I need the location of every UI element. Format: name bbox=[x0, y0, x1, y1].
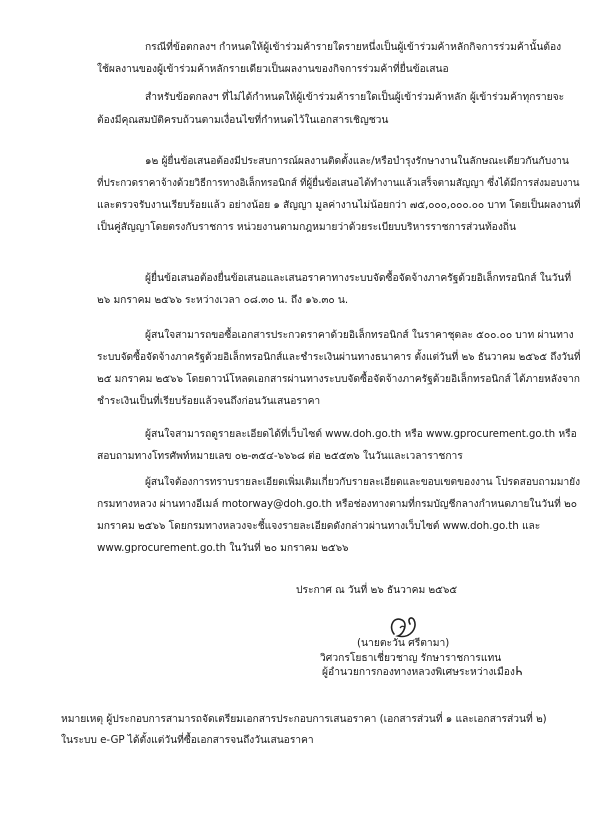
body-line: และตรวจรับงานเรียบร้อยแล้ว อย่างน้อย ๑ สัญญา มูลค่างานไม่น้อยกว่า ๗๕,๐๐๐,๐๐๐.๐๐ บาท โดยเป็นผลงานที่ bbox=[97, 199, 581, 211]
body-line: ๒๕ มกราคม ๒๕๖๖ โดยดาวน์โหลดเอกสารผ่านทางระบบจัดซื้อจัดจ้างภาครัฐด้วยอิเล็กทรอนิกส์ ได้ภายหลังจาก bbox=[97, 373, 580, 385]
body-line: ผู้ยื่นข้อเสนอต้องยื่นข้อเสนอและเสนอราคาทางระบบจัดซื้อจัดจ้างภาครัฐด้วยอิเล็กทรอนิกส์ ในวันที่ bbox=[145, 272, 572, 284]
body-line: ผู้สนใจสามารถดูรายละเอียดได้ที่เว็บไซต์ www.doh.go.th หรือ www.gprocurement.go.th หรือ bbox=[145, 428, 577, 440]
body-line: www.gprocurement.go.th ในวันที่ ๒๐ มกราคม ๒๕๖๖ bbox=[97, 542, 349, 554]
body-line: ๒๖ มกราคม ๒๕๖๖ ระหว่างเวลา ๐๘.๓๐ น. ถึง ๑๖.๓๐ น. bbox=[97, 294, 349, 306]
body-line: มกราคม ๒๕๖๖ โดยกรมทางหลวงจะชี้แจงรายละเอียดดังกล่าวผ่านทางเว็บไซต์ www.doh.go.th และ bbox=[97, 520, 541, 532]
body-line: เป็นคู่สัญญาโดยตรงกับราชการ หน่วยงานตามกฎหมายว่าด้วยระเบียบบริหารราชการส่วนท้องถิ่น bbox=[97, 221, 516, 233]
note-line: ในระบบ e-GP ได้ตั้งแต่วันที่ซื้อเอกสารจนถึงวันเสนอราคา bbox=[61, 734, 314, 746]
signer-position: วิศวกรโยธาเชี่ยวชาญ รักษาราชการแทน bbox=[320, 652, 502, 664]
announce-date: ประกาศ ณ วันที่ ๒๖ ธันวาคม ๒๕๖๕ bbox=[296, 584, 458, 596]
body-line: ที่ประกวดราคาจ้างด้วยวิธีการทางอิเล็กทรอนิกส์ ที่ผู้ยื่นข้อเสนอได้ทำงานแล้วเสร็จตามสัญญา ซึ่งได้มีการส่งมอบงาน bbox=[97, 177, 580, 189]
body-line: ใช้ผลงานของผู้เข้าร่วมค้าหลักรายเดียวเป็นผลงานของกิจการร่วมค้าที่ยื่นข้อเสนอ bbox=[97, 63, 449, 75]
body-line: สำหรับข้อตกลงฯ ที่ไม่ได้กำหนดให้ผู้เข้าร่วมค้ารายใดเป็นผู้เข้าร่วมค้าหลัก ผู้เข้าร่วมค้าทุกรายจะ bbox=[145, 91, 565, 103]
body-line: ชำระเงินเป็นที่เรียบร้อยแล้วจนถึงก่อนวันเสนอราคา bbox=[97, 395, 321, 407]
body-line: ระบบจัดซื้อจัดจ้างภาครัฐด้วยอิเล็กทรอนิกส์และชำระเงินผ่านทางธนาคาร ตั้งแต่วันที่ ๒๖ ธันวาคม ๒๕๖๕ ถึงวันที่ bbox=[97, 351, 581, 363]
clause-12-line: ๑๒ ผู้ยื่นข้อเสนอต้องมีประสบการณ์ผลงานติดตั้งและ/หรือบำรุงรักษางานในลักษณะเดียวกันกับงาน bbox=[145, 155, 569, 167]
body-line: ต้องมีคุณสมบัติครบถ้วนตามเงื่อนไขที่กำหนดไว้ในเอกสารเชิญชวน bbox=[97, 114, 389, 126]
signer-position: ผู้อำนวยการกองทางหลวงพิเศษระหว่างเมือง bbox=[322, 666, 515, 678]
initials-mark bbox=[515, 664, 525, 681]
body-line: ผู้สนใจสามารถขอซื้อเอกสารประกวดราคาด้วยอิเล็กทรอนิกส์ ในราคาชุดละ ๕๐๐.๐๐ บาท ผ่านทาง bbox=[145, 329, 574, 341]
body-line: กรมทางหลวง ผ่านทางอีเมล์ motorway@doh.go.th หรือช่องทางตามที่กรมบัญชีกลางกำหนดภายในวันที่ ๒๐ bbox=[97, 498, 578, 510]
note-line: หมายเหตุ ผู้ประกอบการสามารถจัดเตรียมเอกสารประกอบการเสนอราคา (เอกสารส่วนที่ ๑ และเอกสารส่วนที่ ๒) bbox=[61, 713, 547, 725]
body-line: ผู้สนใจต้องการทราบรายละเอียดเพิ่มเติมเกี่ยวกับรายละเอียดและขอบเขตของงาน โปรดสอบถามมายัง bbox=[145, 476, 581, 488]
body-line: กรณีที่ข้อตกลงฯ กำหนดให้ผู้เข้าร่วมค้ารายใดรายหนึ่งเป็นผู้เข้าร่วมค้าหลักกิจการร่วมค้านั้นต้อง bbox=[145, 41, 562, 53]
body-line: สอบถามทางโทรศัพท์หมายเลข ๐๒-๓๕๔-๖๖๖๘ ต่อ ๒๕๕๓๖ ในวันและเวลาราชการ bbox=[97, 450, 463, 462]
signer-name: (นายตะวัน ศรีตามา) bbox=[357, 637, 450, 649]
